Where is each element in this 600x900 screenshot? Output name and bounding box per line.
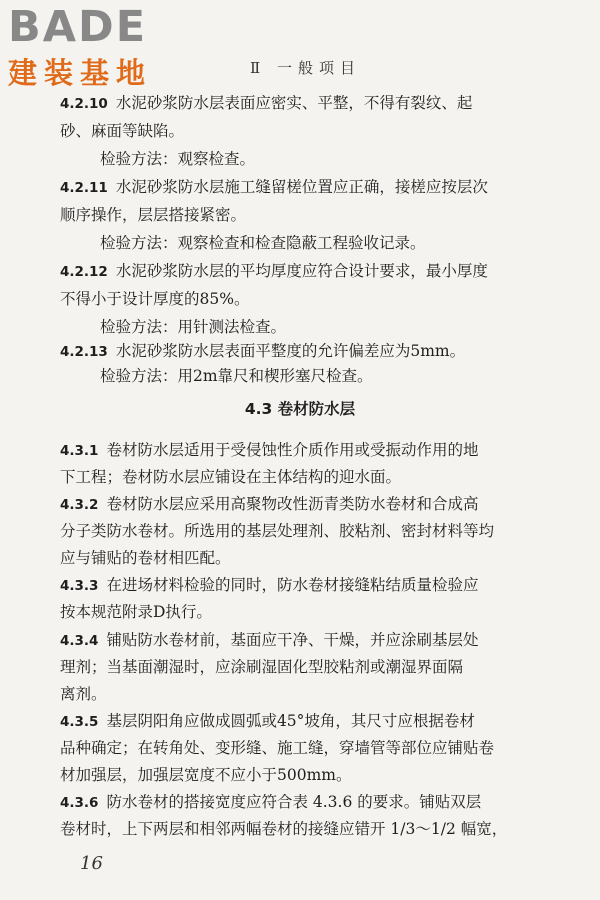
clause-text: 卷材防水层适用于受侵蚀性介质作用或受振动作用的地 <box>106 441 479 459</box>
clause-number: 4.2.12 <box>60 264 108 280</box>
clause-text: 理剂；当基面潮湿时，应涂刷湿固化型胶粘剂或潮湿界面隔 <box>60 658 464 676</box>
inspection-method <box>0 233 600 253</box>
clause-line <box>0 440 600 461</box>
clause-number: 4.2.11 <box>60 180 108 196</box>
inspection-method <box>0 366 600 386</box>
logo-subtitle: 建装基地 <box>8 56 153 90</box>
clause-text: 砂、麻面等缺陷。 <box>60 122 185 140</box>
inspection-method <box>0 317 600 337</box>
clause-text: 铺贴防水卷材前，基面应干净、干燥，并应涂刷基层处 <box>106 631 479 649</box>
clause-line <box>0 205 600 225</box>
clause-line <box>0 121 600 141</box>
clause-number: 4.3.3 <box>60 578 99 594</box>
clause-text: 基层阴阳角应做成圆弧或45°坡角，其尺寸应根据卷材 <box>106 712 475 730</box>
clause-text: 离剂。 <box>60 685 107 703</box>
clause-line <box>0 738 600 758</box>
clause-text: 水泥砂浆防水层施工缝留槎位置应正确，接槎应按层次 <box>115 178 488 196</box>
clause-number: 4.3.5 <box>60 714 99 730</box>
clause-line <box>0 657 600 677</box>
clause-line <box>0 177 600 198</box>
clause-line <box>0 548 600 568</box>
clause-text: 材加强层，加强层宽度不应小于500mm。 <box>60 766 352 784</box>
logo-wordmark: BADE <box>8 2 148 52</box>
clause-text: 水泥砂浆防水层的平均厚度应符合设计要求，最小厚度 <box>115 262 488 280</box>
clause-text: 卷材时，上下两层和相邻两幅卷材的接缝应错开 1/3～1/2 幅宽， <box>60 820 508 838</box>
inspection-method-text: 检验方法：观察检查。 <box>100 150 256 168</box>
clause-line <box>0 261 600 282</box>
clause-number: 4.3.1 <box>60 443 99 459</box>
clause-line <box>0 93 600 114</box>
clause-line <box>0 765 600 785</box>
clause-line <box>0 630 600 651</box>
clause-number: 4.3.6 <box>60 795 99 811</box>
clause-text: 顺序操作，层层搭接紧密。 <box>60 206 247 224</box>
inspection-method-text: 检验方法：观察检查和检查隐蔽工程验收记录。 <box>100 234 426 252</box>
clause-line <box>0 684 600 704</box>
clause-line <box>0 494 600 515</box>
section-title: 4.3 卷材防水层 <box>244 400 356 418</box>
clause-number: 4.2.10 <box>60 96 108 112</box>
clause-text: 水泥砂浆防水层表面平整度的允许偏差应为5mm。 <box>115 342 466 360</box>
clause-line <box>0 602 600 622</box>
page-header: Ⅱ 一般项目 <box>250 59 361 77</box>
clause-text: 品种确定；在转角处、变形缝、施工缝，穿墙管等部位应铺贴卷 <box>60 739 495 757</box>
clause-line <box>0 819 600 839</box>
clause-number: 4.3.2 <box>60 497 99 513</box>
clause-number: 4.3.4 <box>60 633 99 649</box>
clause-text: 不得小于设计厚度的85%。 <box>60 290 250 308</box>
logo <box>8 4 178 90</box>
clause-text: 防水卷材的搭接宽度应符合表 4.3.6 的要求。铺贴双层 <box>106 793 482 811</box>
clause-line <box>0 711 600 732</box>
clause-text: 在进场材料检验的同时，防水卷材接缝粘结质量检验应 <box>106 576 479 594</box>
clause-line <box>0 467 600 487</box>
clause-text: 应与铺贴的卷材相匹配。 <box>60 549 231 567</box>
clause-text: 下工程；卷材防水层应铺设在主体结构的迎水面。 <box>60 468 402 486</box>
clause-text: 分子类防水卷材。所选用的基层处理剂、胶粘剂、密封材料等均 <box>60 522 495 540</box>
page-number: 16 <box>80 853 103 874</box>
clause-line <box>0 575 600 596</box>
inspection-method-text: 检验方法：用针测法检查。 <box>100 318 287 336</box>
inspection-method <box>0 149 600 169</box>
clause-line <box>0 521 600 541</box>
clause-line <box>0 289 600 309</box>
clause-line <box>0 792 600 813</box>
clause-text: 卷材防水层应采用高聚物改性沥青类防水卷材和合成高 <box>106 495 479 513</box>
clause-text: 水泥砂浆防水层表面应密实、平整，不得有裂纹、起 <box>115 94 473 112</box>
clause-text: 按本规范附录D执行。 <box>60 603 212 621</box>
inspection-method-text: 检验方法：用2m靠尺和楔形塞尺检查。 <box>100 367 373 385</box>
clause-line <box>0 341 600 362</box>
clause-number: 4.2.13 <box>60 344 108 360</box>
